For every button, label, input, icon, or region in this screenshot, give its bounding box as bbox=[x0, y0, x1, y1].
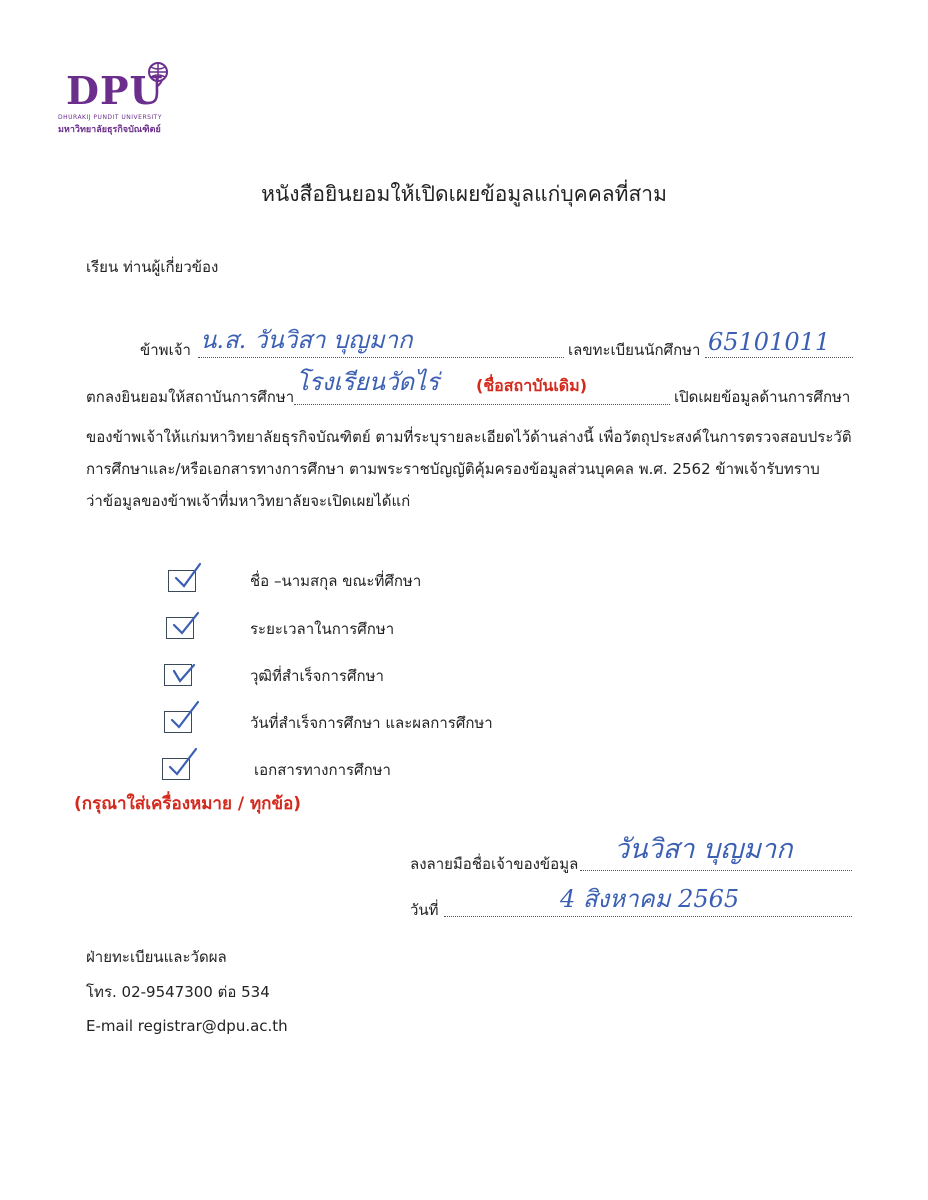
handwritten-institution: โรงเรียนวัดไร่ bbox=[296, 368, 440, 396]
student-id-dotted-line bbox=[705, 357, 853, 358]
document-title: หนังสือยินยอมให้เปิดเผยข้อมูลแก่บุคคลที่สาม bbox=[261, 182, 667, 206]
paragraph-line-1: ของข้าพเจ้าให้แก่มหาวิทยาลัยธุรกิจบัณฑิตย์ ตามที่ระบุรายละเอียดไว้ด้านล่างนี้ เพื่อวัตถุประสงค์ในการตรวจสอบประวัติ bbox=[86, 428, 852, 446]
signature-label: ลงลายมือชื่อเจ้าของข้อมูล bbox=[410, 855, 579, 873]
footer-email: E-mail registrar@dpu.ac.th bbox=[86, 1017, 288, 1035]
date-dotted-line bbox=[444, 916, 852, 917]
checklist-instruction-note: (กรุณาใส่เครื่องหมาย / ทุกข้อ) bbox=[74, 794, 302, 814]
logo-subtitle-en: DHURAKIJ PUNDIT UNIVERSITY bbox=[58, 114, 163, 121]
logo-wordmark: DPU bbox=[66, 68, 164, 113]
name-label: ข้าพเจ้า bbox=[140, 341, 191, 359]
checklist-item-label: ชื่อ –นามสกุล ขณะที่ศึกษา bbox=[250, 572, 422, 590]
checklist-item-label: เอกสารทางการศึกษา bbox=[254, 761, 391, 779]
institution-dotted-line bbox=[294, 404, 670, 405]
checkmark-icon bbox=[164, 747, 198, 781]
signature-dotted-line bbox=[580, 870, 852, 871]
footer-phone: โทร. 02-9547300 ต่อ 534 bbox=[86, 983, 270, 1001]
checklist-item-label: ระยะเวลาในการศึกษา bbox=[250, 620, 395, 638]
disclose-label: เปิดเผยข้อมูลด้านการศึกษา bbox=[674, 388, 851, 406]
checklist-item-label: วันที่สำเร็จการศึกษา และผลการศึกษา bbox=[250, 714, 493, 732]
consent-label: ตกลงยินยอมให้สถาบันการศึกษา bbox=[86, 388, 295, 406]
handwritten-signature: วันวิสา บุญมาก bbox=[614, 834, 793, 865]
salutation: เรียน ท่านผู้เกี่ยวข้อง bbox=[86, 258, 219, 276]
checkmark-icon bbox=[166, 655, 200, 689]
checkmark-icon bbox=[170, 560, 204, 594]
logo-subtitle-th: มหาวิทยาลัยธุรกิจบัณฑิตย์ bbox=[58, 125, 161, 135]
footer-department: ฝ่ายทะเบียนและวัดผล bbox=[86, 948, 227, 966]
checkmark-icon bbox=[168, 607, 202, 641]
checklist-item-label: วุฒิที่สำเร็จการศึกษา bbox=[250, 667, 384, 685]
paragraph-line-2: การศึกษาและ/หรือเอกสารทางการศึกษา ตามพระราชบัญญัติคุ้มครองข้อมูลส่วนบุคคล พ.ศ. 2562 ข้าพเจ้ารับทราบ bbox=[86, 460, 820, 478]
handwritten-student-id: 65101011 bbox=[708, 328, 831, 356]
date-label: วันที่ bbox=[410, 901, 439, 919]
handwritten-name: น.ส. วันวิสา บุญมาก bbox=[200, 326, 413, 354]
paragraph-line-3: ว่าข้อมูลของข้าพเจ้าที่มหาวิทยาลัยจะเปิดเผยได้แก่ bbox=[86, 492, 411, 510]
previous-institution-note: (ชื่อสถาบันเดิม) bbox=[476, 376, 588, 395]
name-dotted-line bbox=[198, 357, 564, 358]
handwritten-date: 4 สิงหาคม 2565 bbox=[560, 885, 740, 913]
student-id-label: เลขทะเบียนนักศึกษา bbox=[568, 341, 701, 359]
checkmark-icon bbox=[166, 700, 200, 734]
